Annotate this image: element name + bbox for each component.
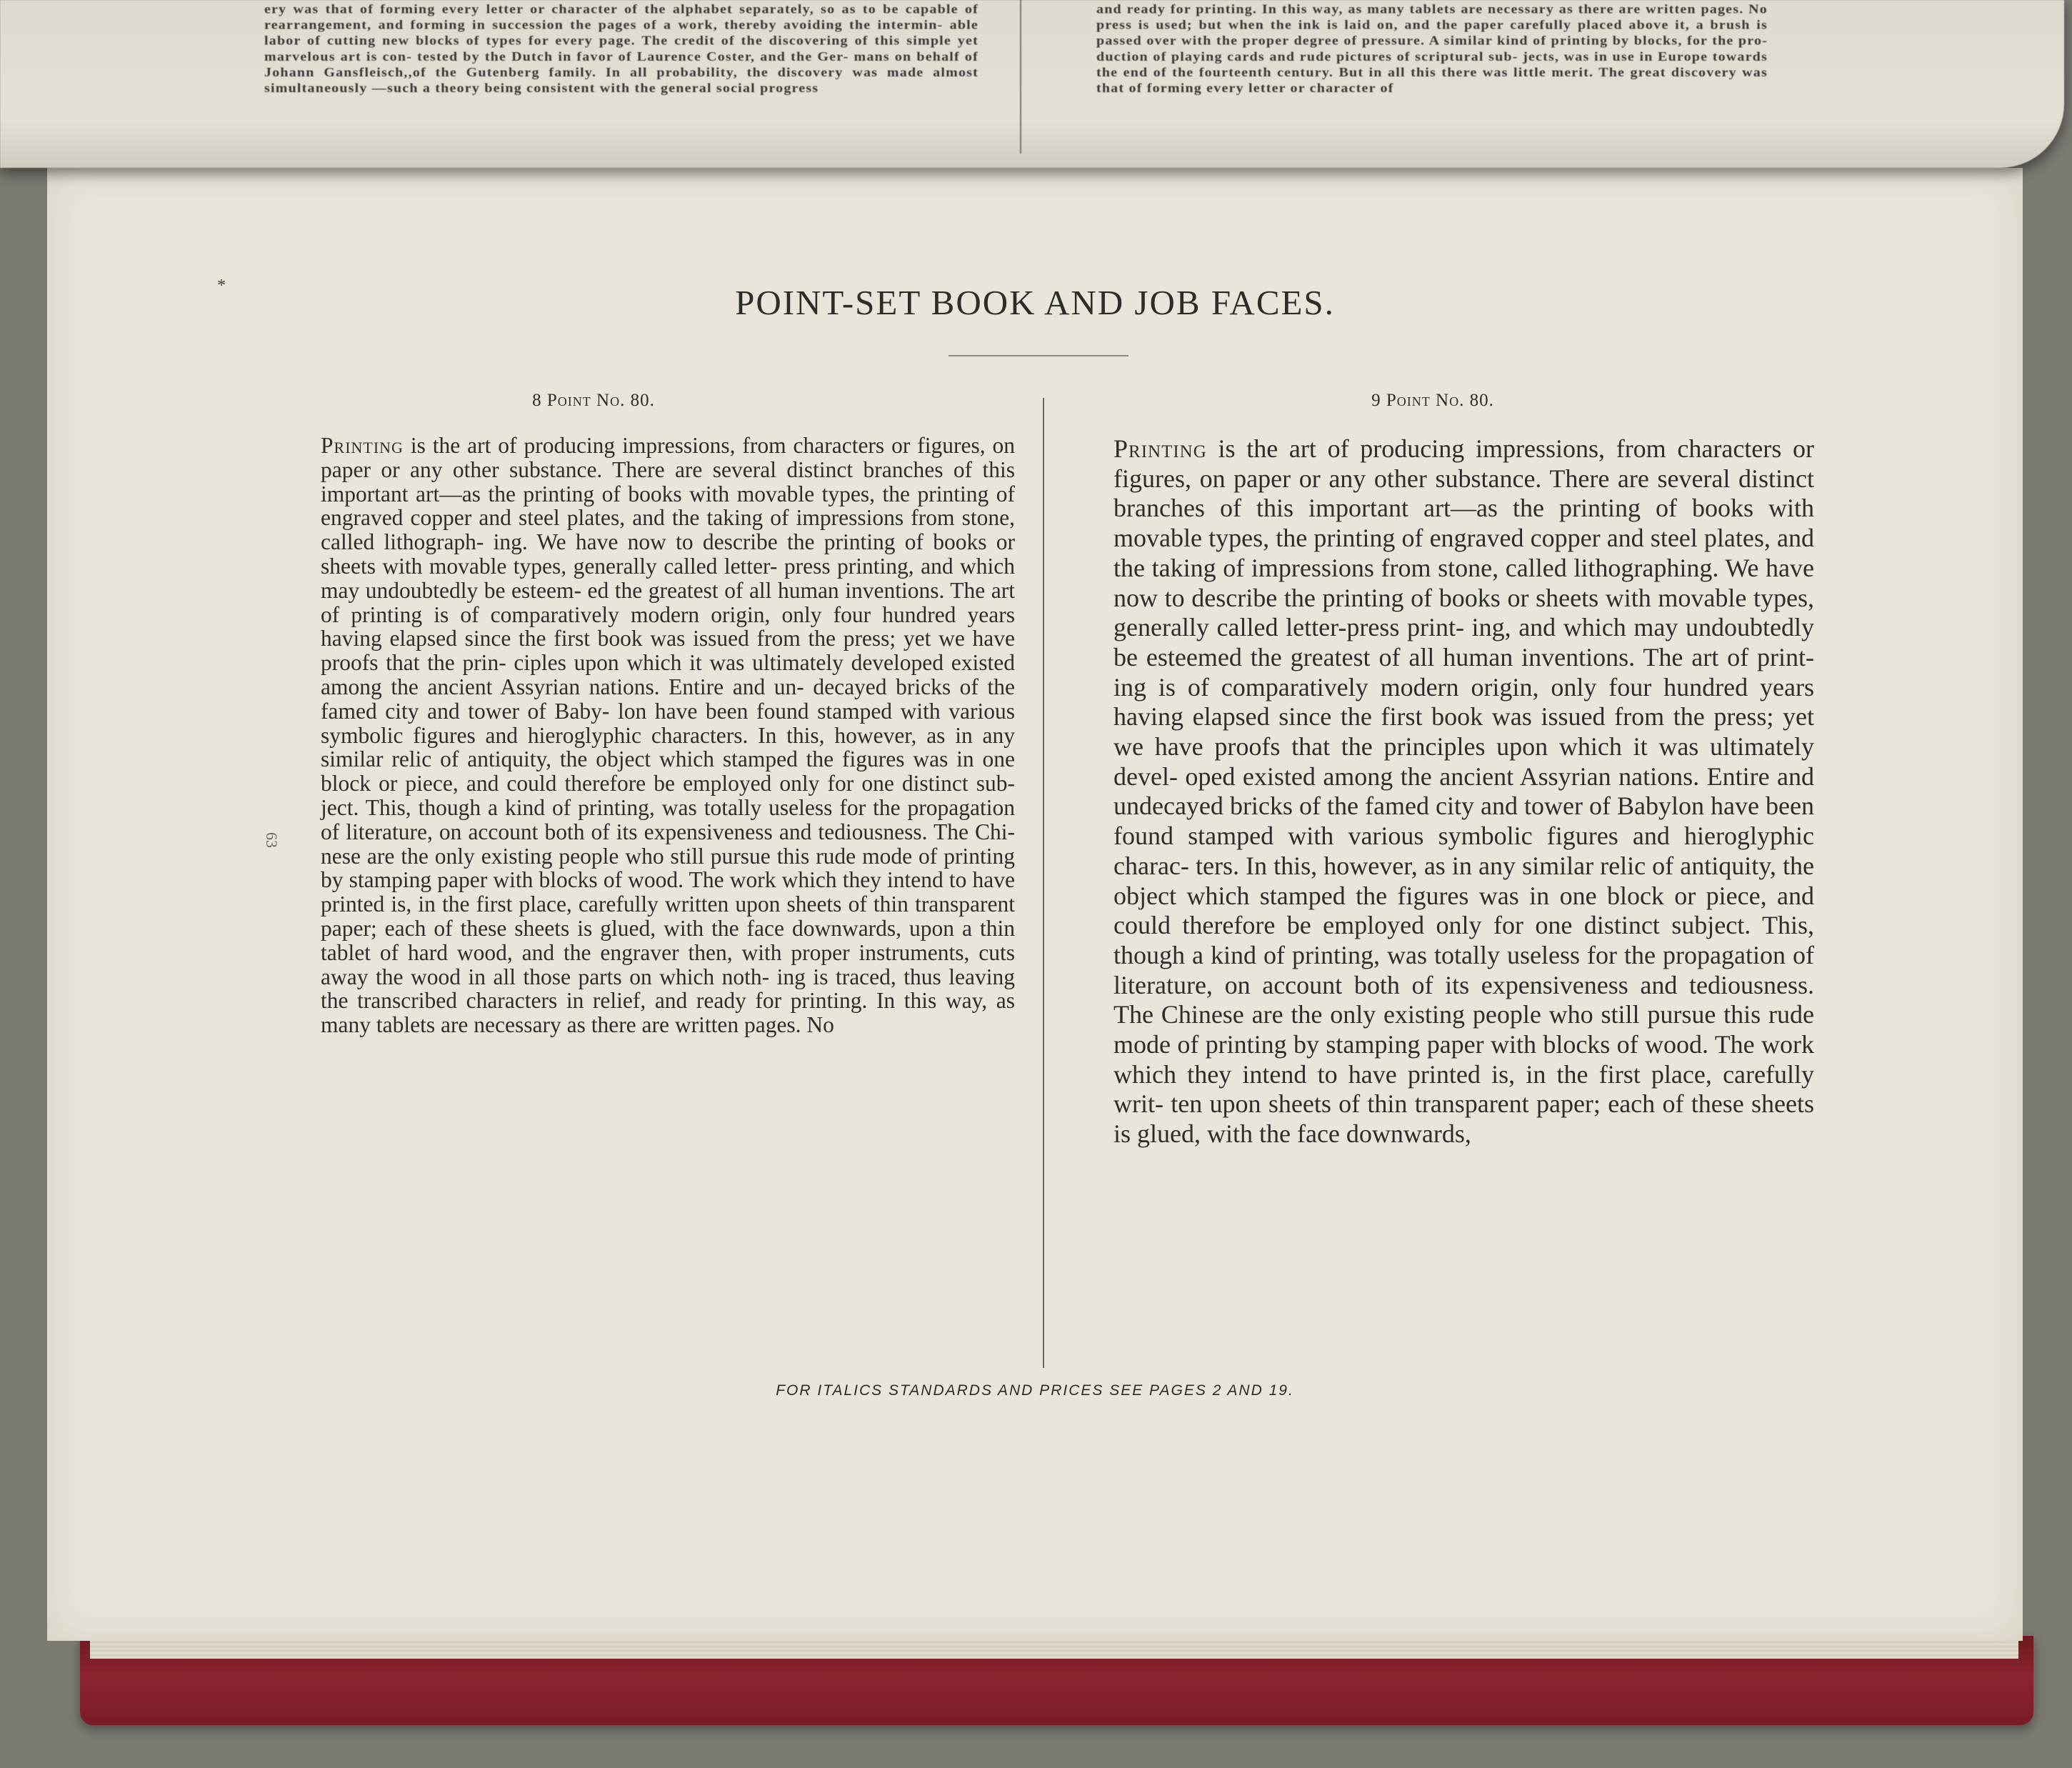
footer-note: FOR ITALICS STANDARDS AND PRICES SEE PAGES 2 AND 19.	[776, 1382, 1294, 1399]
margin-mark: *	[217, 276, 226, 295]
left-column-heading: 8 Point No. 80.	[532, 391, 655, 410]
previous-page-divider	[1020, 0, 1021, 154]
book-page	[47, 168, 2023, 1641]
right-column-heading: 9 Point No. 80.	[1371, 391, 1494, 410]
page-title: POINT-SET BOOK AND JOB FACES.	[735, 283, 1335, 322]
left-lead-word: Printing	[321, 433, 404, 458]
left-body-text: is the art of producing impressions, from characters or figures, on paper or any other substance. There are several distinct branches of this important art—as the printing of books with movable types, the printing of engraved copper and steel plates, and the taking of impressions from stone, called lithograph- ing. We have now to describe the printing of books or sheets with movable types, generally called letter- press printing, and which may undoubtedly be esteem- ed the greatest of all human inventions. The art of printing is of comparatively modern origin, only four hundred years having elapsed since the first book was issued from the press; yet we have proofs that the prin- ciples upon which it was ultimately developed existed among the ancient Assyrian nations. Entire and un- decayed bricks of the famed city and tower of Baby- lon have been found stamped with various symbolic figures and hieroglyphic characters. In this, however, as in any similar relic of antiquity, the object which stamped the figures was in one block or piece, and could therefore be employed only for one distinct sub- ject. This, though a kind of printing, was totally useless for the propagation of literature, on account both of its expensiveness and tediousness. The Chi- nese are the only existing people who still pursue this rude mode of printing by stamping paper with blocks of wood. The work which they intend to have printed is, in the first place, carefully written upon sheets of thin transparent paper; each of these sheets is glued, with the face downwards, upon a thin tablet of hard wood, and the engraver then, with proper instruments, cuts away the wood in all those parts on which noth- ing is traced, thus leaving the transcribed characters in relief, and ready for printing. In this way, as many tablets are necessary as there are written pages. No	[321, 433, 1015, 1038]
page-number: 63	[263, 832, 281, 848]
previous-page-left-column: ery was that of forming every letter or character of the alphabet separately, so as to be capable of rearrangement, and forming in succession the pages of a work, thereby avoiding the intermin- able labor of cutting new blocks of types for every page. The credit of the discovering of this simple yet marvelous art is con- tested by the Dutch in favor of Laurence Coster, and the Ger- mans on behalf of Johann Gansfleisch,,of the Gutenberg family. In all probability, the discovery was made almost simultaneously —such a theory being consistent with the general social progress	[264, 1, 979, 96]
title-rule	[949, 355, 1128, 356]
right-body-text: is the art of producing impressions, from characters or figures, on paper or any other substance. There are several distinct branches of this important art—as the printing of books with movable types, the printing of engraved copper and steel plates, and the taking of impressions from stone, called lithographing. We have now to describe the printing of books or sheets with movable types, generally called letter-press print- ing, and which may undoubtedly be esteemed the greatest of all human inventions. The art of print- ing is of comparatively modern origin, only four hundred years having elapsed since the first book was issued from the press; yet we have proofs that the principles upon which it was ultimately devel- oped existed among the ancient Assyrian nations. Entire and undecayed bricks of the famed city and tower of Babylon have been found stamped with various symbolic figures and hieroglyphic charac- ters. In this, however, as in any similar relic of antiquity, the object which stamped the figures was in one block or piece, and could therefore be employed only for one distinct subject. This, though a kind of printing, was totally useless for the propagation of literature, on account both of its expensiveness and tediousness. The Chinese are the only existing people who still pursue this rude mode of printing by stamping paper with blocks of wood. The work which they intend to have printed is, in the first place, carefully writ- ten upon sheets of thin transparent paper; each of these sheets is glued, with the face downwards,	[1113, 434, 1814, 1149]
previous-page-curl	[0, 0, 2064, 168]
previous-page-right-column: and ready for printing. In this way, as many tablets are necessary as there are written pages. No press is used; but when the ink is laid on, and the paper carefully placed above it, a brush is passed over with the proper degree of pressure. A similar kind of printing by blocks, for the pro- duction of playing cards and rude pictures of scriptural sub- jects, was in use in Europe towards the end of the fourteenth century. But in all this there was little merit. The great discovery was that of forming every letter or character of	[1096, 1, 1768, 96]
column-divider	[1043, 398, 1044, 1368]
right-column-text	[1113, 434, 1814, 1149]
right-lead-word: Printing	[1113, 434, 1207, 463]
left-column-text	[321, 434, 1015, 1037]
